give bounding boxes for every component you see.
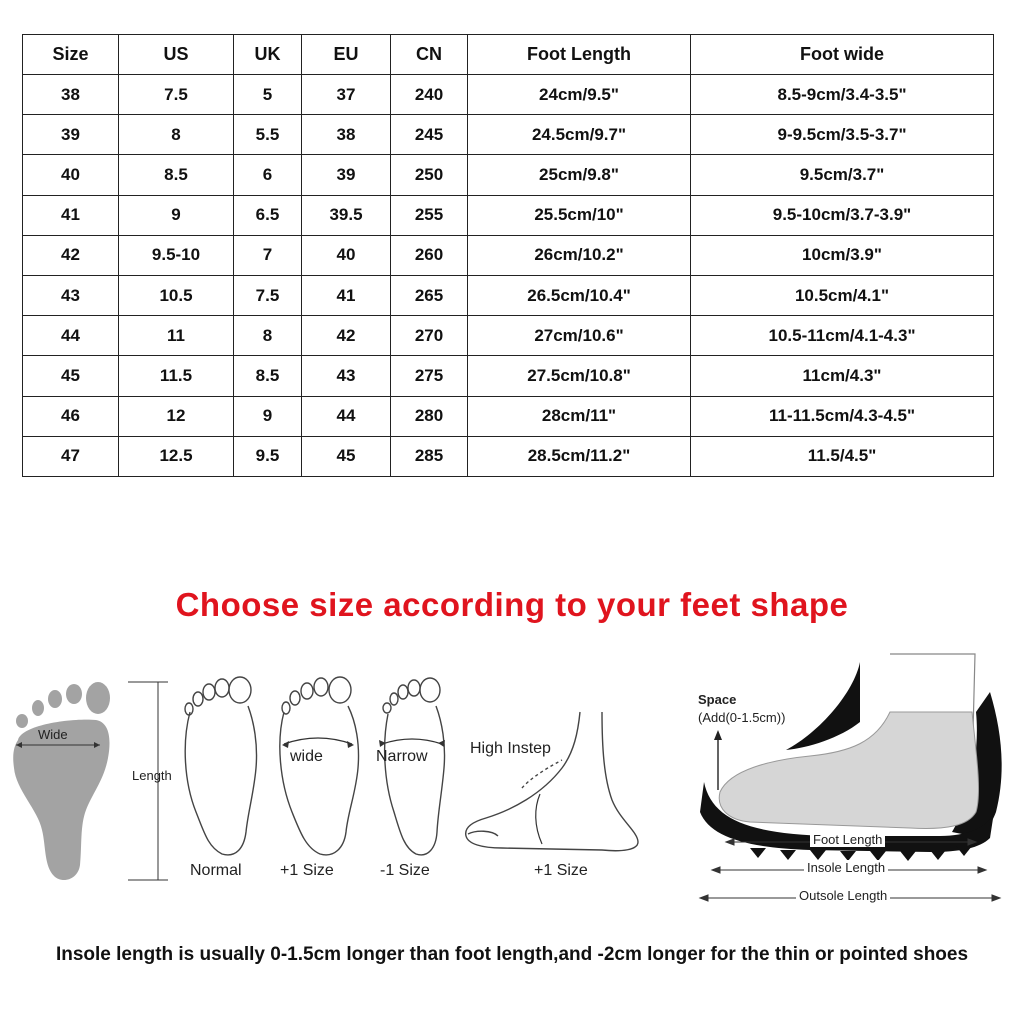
table-cell: 28cm/11" [468, 396, 691, 436]
narrow-inner-label: Narrow [376, 748, 428, 765]
table-cell: 26cm/10.2" [468, 235, 691, 275]
table-cell: 41 [302, 275, 391, 315]
table-row [23, 316, 994, 356]
normal-caption: Normal [190, 862, 242, 879]
table-cell: 42 [23, 235, 119, 275]
table-cell: 28.5cm/11.2" [468, 436, 691, 476]
table-row [23, 396, 994, 436]
table-cell: 7 [234, 235, 302, 275]
wide-inner-label: wide [290, 748, 323, 765]
table-cell: 24.5cm/9.7" [468, 115, 691, 155]
header-cell: Foot wide [691, 35, 994, 75]
table-cell: 9.5 [234, 436, 302, 476]
high-instep-foot-icon [462, 708, 662, 858]
table-cell: 26.5cm/10.4" [468, 275, 691, 315]
shoe-section-figure [690, 652, 1010, 912]
table-row [23, 436, 994, 476]
table-cell: 8 [234, 316, 302, 356]
table-cell: 24cm/9.5" [468, 75, 691, 115]
header-cell: US [119, 35, 234, 75]
instep-title: High Instep [470, 740, 551, 757]
high-instep-figure [462, 708, 662, 893]
footprint-figure [0, 670, 180, 885]
header-cell: Foot Length [468, 35, 691, 75]
table-row [23, 155, 994, 195]
table-cell: 255 [391, 195, 468, 235]
narrow-caption: -1 Size [380, 862, 430, 879]
instep-caption: +1 Size [534, 862, 588, 879]
table-cell: 250 [391, 155, 468, 195]
table-cell: 270 [391, 316, 468, 356]
table-row [23, 75, 994, 115]
table-cell: 7.5 [119, 75, 234, 115]
size-chart-table [22, 34, 994, 477]
table-cell: 45 [302, 436, 391, 476]
wide-label: Wide [38, 727, 68, 742]
table-body [23, 75, 994, 477]
table-cell: 42 [302, 316, 391, 356]
table-cell: 10.5cm/4.1" [691, 275, 994, 315]
table-cell: 45 [23, 356, 119, 396]
table-header-row [23, 35, 994, 75]
table-cell: 11.5 [119, 356, 234, 396]
table-cell: 10.5 [119, 275, 234, 315]
table-cell: 10.5-11cm/4.1-4.3" [691, 316, 994, 356]
table-cell: 39 [23, 115, 119, 155]
table-row [23, 195, 994, 235]
wide-foot-figure [276, 672, 366, 892]
table-cell: 9.5cm/3.7" [691, 155, 994, 195]
table-cell: 43 [302, 356, 391, 396]
table-cell: 27cm/10.6" [468, 316, 691, 356]
table-cell: 46 [23, 396, 119, 436]
table-cell: 9-9.5cm/3.5-3.7" [691, 115, 994, 155]
table-cell: 39.5 [302, 195, 391, 235]
table-cell: 280 [391, 396, 468, 436]
table-cell: 6.5 [234, 195, 302, 235]
narrow-foot-icon [374, 672, 464, 862]
table-cell: 245 [391, 115, 468, 155]
headline: Choose size according to your feet shape [175, 586, 849, 623]
table-cell: 9.5-10 [119, 235, 234, 275]
table-row [23, 356, 994, 396]
table-cell: 6 [234, 155, 302, 195]
table-cell: 40 [23, 155, 119, 195]
table-cell: 25cm/9.8" [468, 155, 691, 195]
table-cell: 27.5cm/10.8" [468, 356, 691, 396]
table-row [23, 235, 994, 275]
table-cell: 37 [302, 75, 391, 115]
header-cell: EU [302, 35, 391, 75]
table-cell: 47 [23, 436, 119, 476]
outsole-length-label: Outsole Length [796, 888, 890, 903]
table-cell: 11-11.5cm/4.3-4.5" [691, 396, 994, 436]
table-cell: 38 [302, 115, 391, 155]
table-cell: 260 [391, 235, 468, 275]
table-cell: 43 [23, 275, 119, 315]
header-cell: UK [234, 35, 302, 75]
table-cell: 25.5cm/10" [468, 195, 691, 235]
wide-foot-icon [276, 672, 366, 862]
table-cell: 38 [23, 75, 119, 115]
table-cell: 12.5 [119, 436, 234, 476]
table-cell: 39 [302, 155, 391, 195]
table-cell: 265 [391, 275, 468, 315]
table-cell: 275 [391, 356, 468, 396]
normal-foot-figure [178, 672, 268, 892]
table-cell: 9 [234, 396, 302, 436]
table-cell: 7.5 [234, 275, 302, 315]
header-cell: Size [23, 35, 119, 75]
table-cell: 12 [119, 396, 234, 436]
table-cell: 10cm/3.9" [691, 235, 994, 275]
space-sub-label: (Add(0-1.5cm)) [698, 710, 786, 725]
table-cell: 11cm/4.3" [691, 356, 994, 396]
space-label: Space [698, 692, 737, 707]
foot-length-label: Foot Length [810, 832, 885, 847]
table-cell: 9 [119, 195, 234, 235]
table-cell: 44 [23, 316, 119, 356]
table-cell: 8.5-9cm/3.4-3.5" [691, 75, 994, 115]
normal-foot-icon [178, 672, 268, 862]
table-cell: 240 [391, 75, 468, 115]
table-cell: 9.5-10cm/3.7-3.9" [691, 195, 994, 235]
footnote: Insole length is usually 0-1.5cm longer than foot length,and -2cm longer for the thin or pointed shoes [55, 944, 969, 965]
table-cell: 8 [119, 115, 234, 155]
table-row [23, 115, 994, 155]
header-cell: CN [391, 35, 468, 75]
table-cell: 44 [302, 396, 391, 436]
table-cell: 285 [391, 436, 468, 476]
narrow-foot-figure [374, 672, 464, 892]
table-row [23, 275, 994, 315]
table-cell: 8.5 [119, 155, 234, 195]
table-cell: 11.5/4.5" [691, 436, 994, 476]
table-cell: 8.5 [234, 356, 302, 396]
table-cell: 40 [302, 235, 391, 275]
table-cell: 5 [234, 75, 302, 115]
wide-caption: +1 Size [280, 862, 334, 879]
table-cell: 5.5 [234, 115, 302, 155]
insole-length-label: Insole Length [804, 860, 888, 875]
table-cell: 41 [23, 195, 119, 235]
length-label: Length [132, 768, 172, 783]
table-cell: 11 [119, 316, 234, 356]
